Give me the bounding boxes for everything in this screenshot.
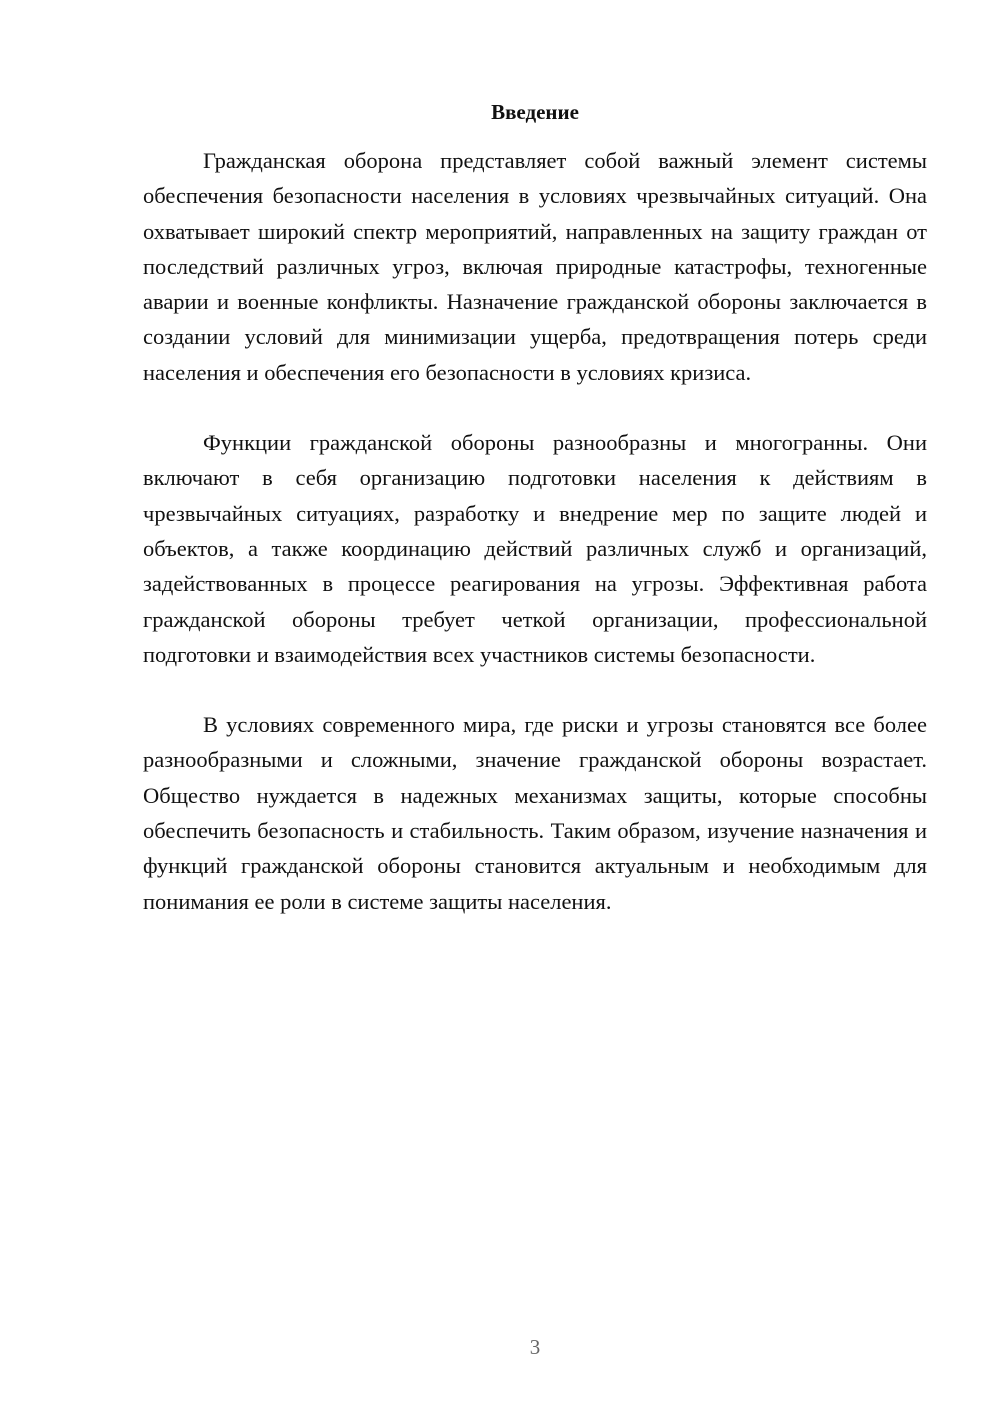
page-number: 3 (529, 1335, 541, 1359)
section-heading: Введение (491, 100, 579, 124)
paragraph-1: Гражданская оборона представляет собой важный элемент системы обеспечения безопасности населения в условиях чрезвычайных ситуаций. Она охватывает широкий спектр мероприятий, направленных на защиту граждан от последствий различных угроз, включая природные катастрофы, техногенные аварии и военные конфликты. Назначение гражданской обороны заключается в создании условий для минимизации ущерба, предотвращения потерь среди населения и обеспечения его безопасности в условиях кризиса. (143, 148, 927, 385)
paragraph-3: В условиях современного мира, где риски и угрозы становятся все более разнообразными и сложными, значение гражданской обороны возрастает. Общество нуждается в надежных механизмах защиты, которые способны обеспечить безопасность и стабильность. Таким образом, изучение назначения и функций гражданской обороны становится актуальным и необходимым для понимания ее роли в системе защиты населения. (143, 712, 927, 914)
paragraph-2: Функции гражданской обороны разнообразны и многогранны. Они включают в себя организацию подготовки населения к действиям в чрезвычайных ситуациях, разработку и внедрение мер по защите людей и объектов, а также координацию действий различных служб и организаций, задействованных в процессе реагирования на угрозы. Эффективная работа гражданской обороны требует четкой организации, профессиональной подготовки и взаимодействия всех участников системы безопасности. (143, 430, 927, 667)
body-text (143, 143, 927, 954)
